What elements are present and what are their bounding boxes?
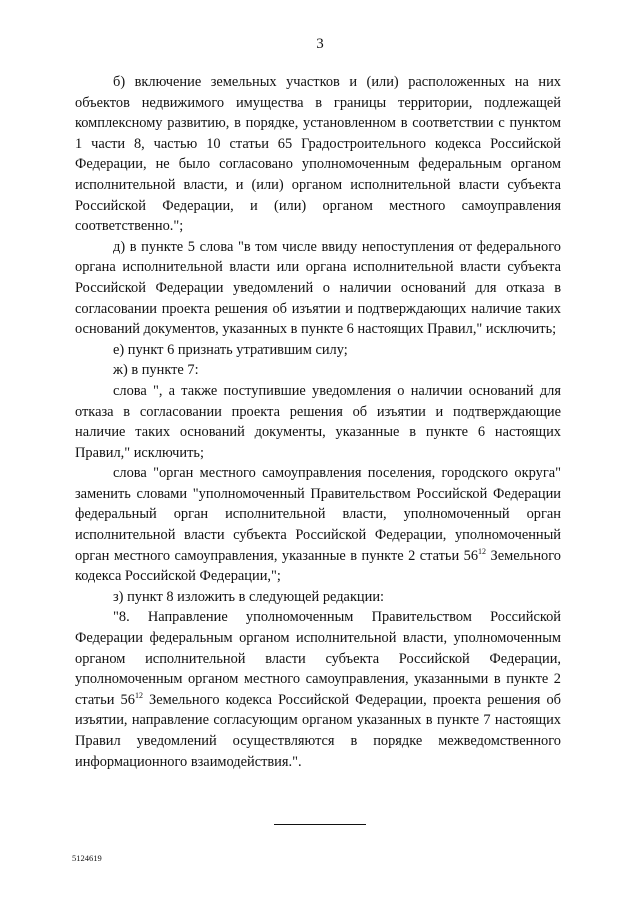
paragraph-item-8-text: "8. Направление уполномоченным Правительством Российской Федерации федеральным органом исполнительной власти, уполномоченным органом исполнительной власти субъекта Российской Федерации, уполномоченным органом местного самоуправления, указанными в пункте 2 статьи 56: [75, 609, 561, 708]
paragraph-item-8-tail: Земельного кодекса Российской Федерации, проекта решения об изъятии, направление согласующим органом указанных в пункте 7 настоящих Правил уведомлений осуществляются в порядке межведомственного информационного взаимодействия.".: [75, 691, 561, 770]
paragraph-e: е) пункт 6 признать утратившим силу;: [113, 341, 348, 358]
article-superscript: 12: [134, 690, 143, 700]
paragraph-zh-words-2-tail: Земельного кодекса Российской Федерации,";: [75, 547, 561, 585]
paragraph-item-8: [75, 607, 561, 772]
document-body: [75, 72, 561, 772]
article-superscript: 12: [478, 546, 487, 556]
paragraph-zh: ж) в пункте 7:: [113, 362, 199, 379]
paragraph-zh-words-1: слова ", а также поступившие уведомления о наличии оснований для отказа в согласовании проекта решения об изъятии и подтверждающие наличие таких оснований документы, указанные в пункте 6 настоящих Правил," исключить;: [75, 382, 561, 461]
document-code: 5124619: [72, 853, 102, 863]
paragraph-zh-words-2: [75, 463, 561, 587]
paragraph-b: б) включение земельных участков и (или) расположенных на них объектов недвижимого имущества в границы территории, подлежащей комплексному развитию, в порядке, установленном в соответствии с пунктом 1 части 8, частью 10 статьи 65 Градостроительного кодекса Российской Федерации, не было согласовано уполномоченным федеральным органом исполнительной власти, и (или) органом исполнительной власти субъекта Российской Федерации, и (или) органом местного самоуправления соответственно.";: [75, 74, 561, 235]
page-number: 3: [316, 36, 324, 52]
paragraph-d: д) в пункте 5 слова "в том числе ввиду непоступления от федерального органа исполнительной власти или органа исполнительной власти субъекта Российской Федерации уведомлений о наличии оснований для отказа в согласовании проекта решения об изъятии и подтверждающих наличие таких оснований документов, указанных в пункте 6 настоящих Правил," исключить;: [75, 238, 561, 338]
paragraph-z: з) пункт 8 изложить в следующей редакции:: [113, 588, 385, 605]
end-divider: [274, 824, 366, 825]
paragraph-zh-words-2-text: слова "орган местного самоуправления поселения, городского округа" заменить словами "уполномоченный Правительством Российской Федерации федеральный орган исполнительной власти, уполномоченный орган исполнительной власти субъекта Российской Федерации, уполномоченный орган местного самоуправления, указанные в пункте 2 статьи 56: [75, 465, 561, 564]
